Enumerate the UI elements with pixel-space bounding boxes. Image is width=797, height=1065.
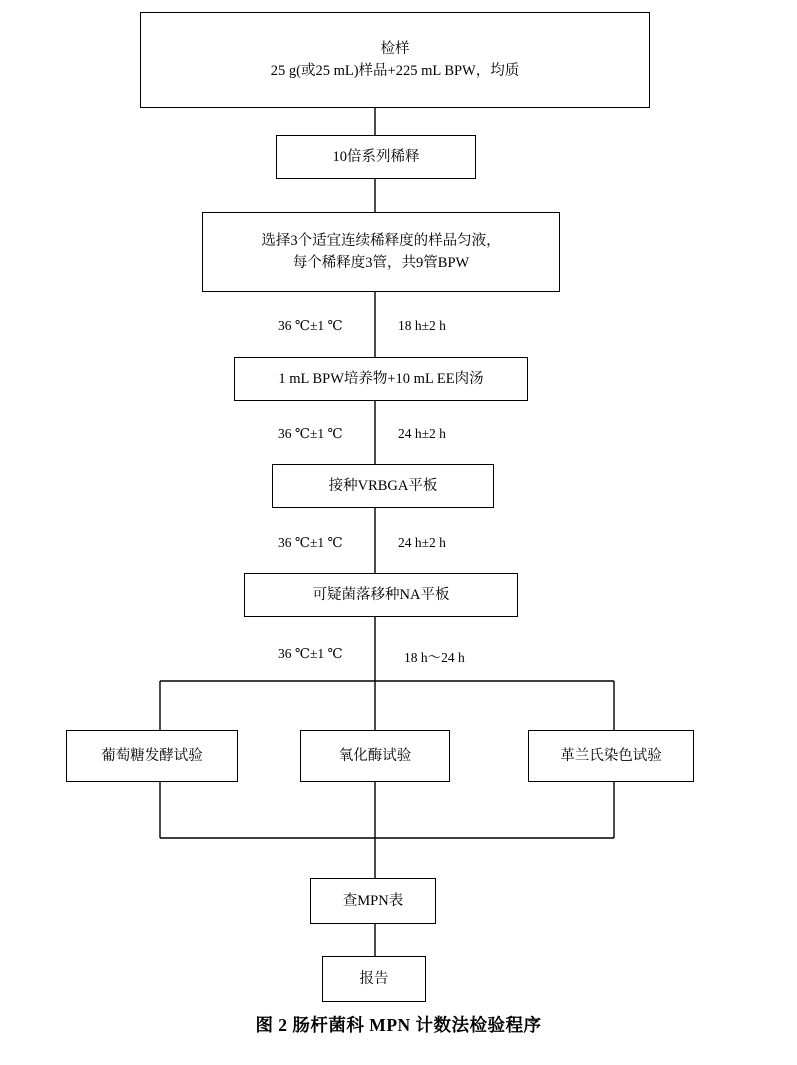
flow-node-label: 葡萄糖发酵试验 <box>101 747 203 764</box>
flow-node-glucose-test <box>66 730 238 782</box>
edge-label-lbl-temp-1: 36 ℃±1 ℃ <box>278 318 343 333</box>
flow-node-label: 1 mL BPW培养物+10 mL EE肉汤 <box>278 370 484 387</box>
edge-label-lbl-temp-2: 36 ℃±1 ℃ <box>278 426 343 441</box>
flow-node-select-dilutions <box>202 212 560 292</box>
flow-node-label: 革兰氏染色试验 <box>560 747 662 764</box>
flow-node-label: 可疑菌落移种NA平板 <box>312 586 450 603</box>
flow-node-label: 报告 <box>359 970 389 987</box>
figure-caption: 图 2 肠杆菌科 MPN 计数法检验程序 <box>255 1015 542 1035</box>
edge-label-lbl-time-1: 18 h±2 h <box>398 318 446 333</box>
edge-label-lbl-time-3: 24 h±2 h <box>398 535 446 550</box>
flow-node-dilution <box>276 135 476 179</box>
flow-node-report <box>322 956 426 1002</box>
flow-node-oxidase-test <box>300 730 450 782</box>
flow-node-label: 选择3个适宜连续稀释度的样品匀液， <box>261 232 501 249</box>
edge-label-lbl-temp-4: 36 ℃±1 ℃ <box>278 646 343 661</box>
flow-node-label: 检样 <box>380 40 410 57</box>
flow-node-mpn-table <box>310 878 436 924</box>
flow-node-label: 25 g(或25 mL)样品+225 mL BPW，均质 <box>270 63 520 79</box>
flow-node-label: 接种VRBGA平板 <box>328 477 438 494</box>
flow-node-label: 氧化酶试验 <box>338 747 412 764</box>
flow-node-label: 查MPN表 <box>342 892 404 909</box>
flow-node-label: 10倍系列稀释 <box>332 148 420 165</box>
flow-node-sample <box>140 12 650 108</box>
edge-label-lbl-temp-3: 36 ℃±1 ℃ <box>278 535 343 550</box>
flow-node-na-plate <box>244 573 518 617</box>
flow-node-gram-stain-test <box>528 730 694 782</box>
flow-node-ee-broth <box>234 357 528 401</box>
flow-node-vrbga <box>272 464 494 508</box>
edge-label-lbl-time-4: 18 h～24 h <box>404 650 465 665</box>
flow-node-label: 每个稀释度3管，共9管BPW <box>292 255 470 271</box>
edge-label-lbl-time-2: 24 h±2 h <box>398 426 446 441</box>
